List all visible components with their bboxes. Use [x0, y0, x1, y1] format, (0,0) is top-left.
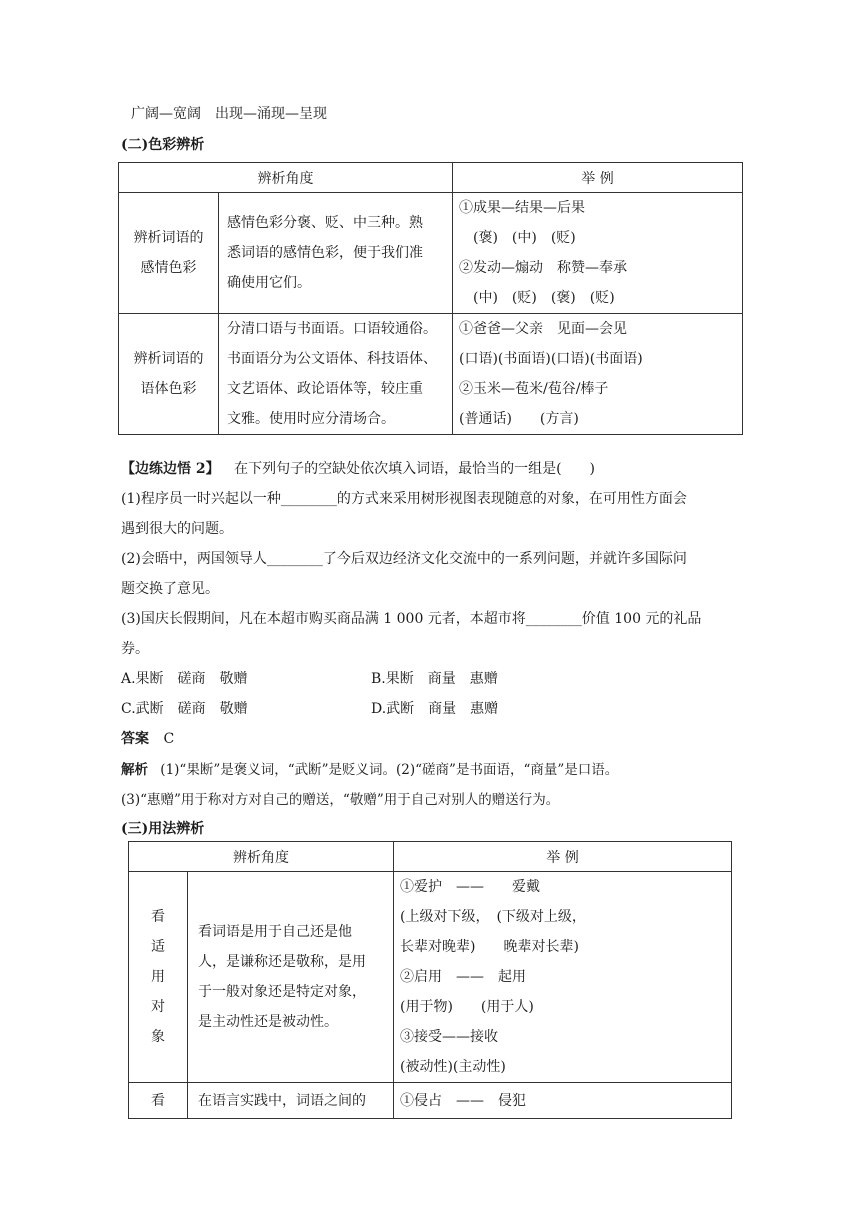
cell-line: (被动性)(主动性): [400, 1059, 506, 1075]
cell-line: 对: [151, 999, 165, 1015]
question-2-line-2: 题交换了意见。: [121, 581, 219, 597]
exercise-prompt: 在下列句子的空缺处依次填入词语，最恰当的一组是( ): [234, 461, 596, 477]
cell-line: ②玉米—苞米/苞谷/棒子: [459, 381, 609, 397]
analysis-text: (1)“果断”是褒义词，“武断”是贬义词。(2)“磋商”是书面语，“商量”是口语。: [160, 762, 619, 778]
cell-line: 适: [151, 939, 165, 955]
cell-line: 文艺语体、政论语体等，较庄重: [227, 381, 423, 397]
table-cell-aspect: [119, 314, 219, 435]
cell-line: (用于物) (用于人): [400, 999, 534, 1015]
option-a: A.果断 磋商 敬赠: [121, 671, 248, 687]
answer-label: 答案: [121, 731, 149, 747]
cell-line: 在语言实践中，词语之间的: [198, 1092, 366, 1109]
exercise-tag: 【边练边悟 2】: [121, 461, 220, 477]
analysis-label: 解析: [121, 762, 148, 778]
cell-line: ①侵占 —— 侵犯: [400, 1092, 526, 1109]
cell-line: ②发动—煽动 称赞—奉承: [459, 260, 627, 276]
cell-line: 书面语分为公文语体、科技语体、: [227, 351, 437, 367]
top-line: 广阔—宽阔 出现—涌现—呈现: [131, 106, 327, 122]
cell-line: 用: [151, 969, 165, 985]
option-b: B.果断 商量 惠赠: [371, 671, 498, 687]
question-1-line-1: (1)程序员一时兴起以一种________的方式来采用树形视图表现随意的对象，在可用性方面会: [121, 491, 687, 507]
cell-line: ③接受——接收: [400, 1029, 498, 1045]
table-cell-desc: [219, 193, 453, 314]
answer-line: [121, 728, 174, 748]
cell-line: ①成果—结果—后果: [459, 200, 585, 216]
cell-line: 文雅。使用时应分清场合。: [227, 411, 395, 427]
cell-line: 辨析词语的: [133, 230, 204, 246]
cell-line: 是主动性还是被动性。: [198, 1014, 338, 1030]
usage-analysis-table: [128, 841, 732, 1119]
table-header-examples: 举 例: [394, 842, 732, 872]
cell-line: 感情色彩: [140, 260, 197, 276]
cell-line: 看词语是用于自己还是他: [198, 924, 352, 940]
cell-line: ①爸爸—父亲 见面—会见: [459, 321, 627, 337]
cell-line: 悉词语的感情色彩，便于我们准: [227, 245, 423, 261]
exercise-prompt-line: [121, 458, 595, 478]
section-title-color: (二)色彩辨析: [121, 137, 205, 153]
cell-line: (褒) (中) (贬): [459, 230, 576, 246]
cell-line: 长辈对晚辈) 晚辈对长辈): [400, 939, 579, 955]
question-1-line-2: 遇到很大的问题。: [121, 521, 233, 537]
table-cell-examples: [394, 1083, 732, 1119]
option-d: D.武断 商量 惠赠: [371, 701, 499, 717]
cell-line: ①爱护 —— 爱戴: [400, 879, 540, 895]
table-cell-examples: [394, 872, 732, 1083]
table-cell-desc: [188, 872, 394, 1083]
table-header-aspect: 辨析角度: [119, 163, 453, 193]
cell-line: 看: [151, 1092, 165, 1109]
cell-line: (上级对下级， (下级对上级，: [400, 909, 586, 925]
table-cell-examples: [453, 314, 743, 435]
table-cell-aspect: [119, 193, 219, 314]
table-cell-aspect: [129, 872, 188, 1083]
cell-line: 辨析词语的: [133, 351, 204, 367]
option-c: C.武断 磋商 敬赠: [121, 701, 248, 717]
cell-line: (中) (贬) (褒) (贬): [459, 290, 615, 306]
question-3-line-2: 券。: [121, 641, 149, 657]
cell-line: (普通话) (方言): [459, 411, 579, 427]
cell-line: 于一般对象还是特定对象，: [198, 984, 366, 1000]
question-2-line-1: (2)会晤中，两国领导人________了今后双边经济文化交流中的一系列问题，并就许多国际问: [121, 551, 687, 567]
color-analysis-table: [118, 162, 743, 435]
cell-line: (口语)(书面语)(口语)(书面语): [459, 351, 643, 367]
cell-line: 确使用它们。: [227, 275, 311, 291]
table-cell-desc: [188, 1083, 394, 1119]
table-cell-examples: [453, 193, 743, 314]
cell-line: 看: [151, 909, 165, 925]
section-title-usage: (三)用法辨析: [121, 821, 205, 837]
table-header-aspect: 辨析角度: [129, 842, 394, 872]
question-3-line-1: (3)国庆长假期间，凡在本超市购买商品满 1 000 元者，本超市将________价值 100 元的礼品: [121, 611, 702, 627]
table-header-examples: 举 例: [453, 163, 743, 193]
cell-line: 人，是谦称还是敬称，是用: [198, 954, 366, 970]
table-cell-aspect: [129, 1083, 188, 1119]
table-cell-desc: [219, 314, 453, 435]
cell-line: ②启用 —— 起用: [400, 969, 526, 985]
cell-line: 象: [151, 1029, 165, 1045]
analysis-line-1: [121, 758, 618, 778]
cell-line: 分清口语与书面语。口语较通俗。: [227, 321, 437, 337]
answer-value: C: [163, 731, 175, 747]
cell-line: 语体色彩: [140, 381, 197, 397]
analysis-line-2: (3)“惠赠”用于称对方对自己的赠送，“敬赠”用于自己对别人的赠送行为。: [121, 792, 560, 808]
cell-line: 感情色彩分褒、贬、中三种。熟: [227, 215, 423, 231]
